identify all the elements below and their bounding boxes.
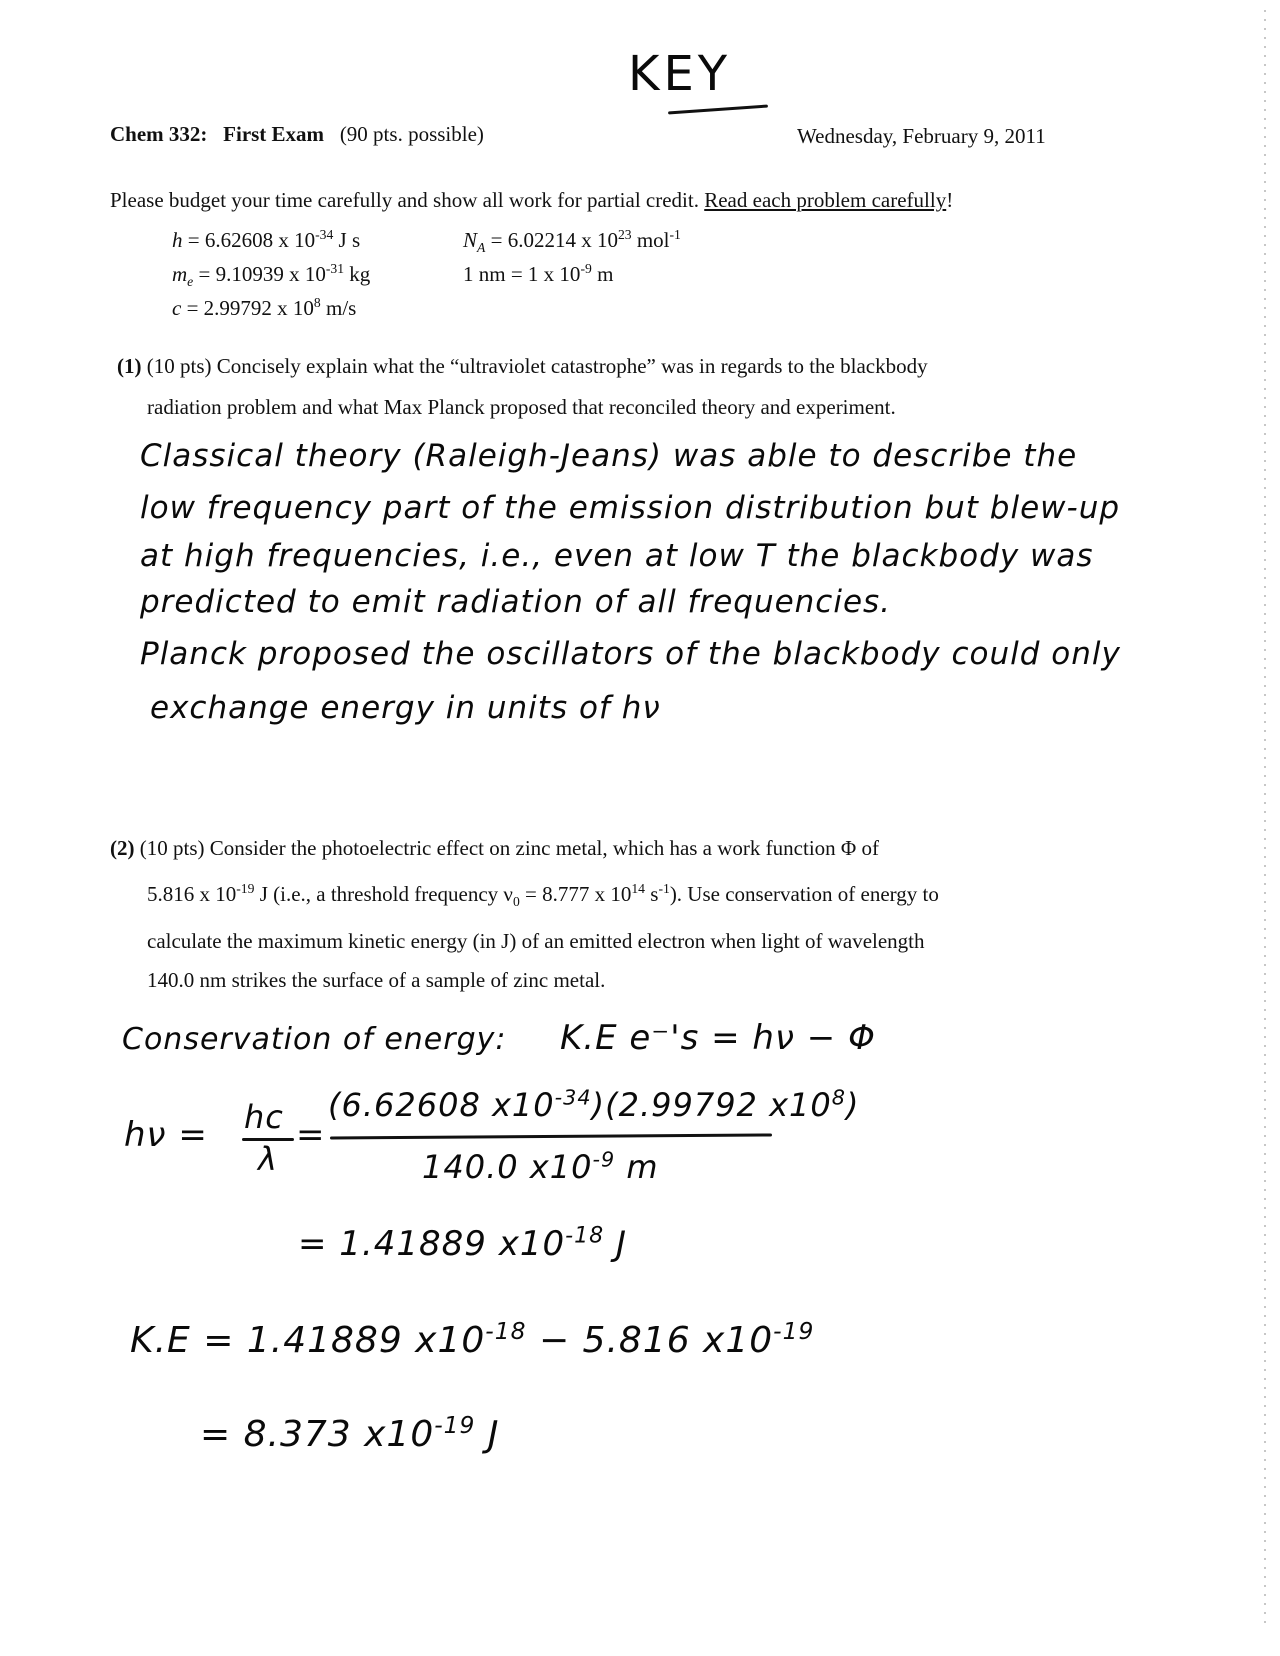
instructions-emphasis: Read each problem carefully [704, 188, 947, 212]
q2-prompt-line4: 140.0 nm strikes the surface of a sample of zinc metal. [147, 968, 606, 992]
hv-denominator: 140.0 $x10^{-9}$ m [422, 1147, 659, 1186]
constant-avogadro: $N_A = 6.02214$ x $10^{23}$ mol$^{-1}$ [463, 227, 681, 256]
exam-date: Wednesday, February 9, 2011 [797, 124, 1046, 148]
q1-answer-line: at high frequencies, i.e., even at low T the blackbody was [140, 538, 1094, 574]
conservation-equation: K.E e⁻'s = hν − Φ [560, 1018, 876, 1058]
q1-answer-line: Classical theory (Raleigh-Jeans) was able to describe the [140, 438, 1078, 474]
conservation-label: Conservation of energy: [122, 1022, 507, 1057]
ke-expression: K.E = 1.41889 $x10^{-18} - 5.816$ $x10^{-19}$ [130, 1317, 815, 1361]
q2-prompt-line2: 5.816 x $10^{-19}$ J (i.e., a threshold frequency $\nu_0 = 8.777$ x $10^{14}$ $s^{-1}$). Use conservation of energy to [147, 881, 939, 910]
points-possible: (90 pts. possible) [339, 122, 484, 146]
constant-c: c = 2.99792 x $10^8$ m/s [172, 295, 357, 320]
ke-final-answer: = 8.373 $x10^{-19}$ J [200, 1411, 500, 1455]
hc-numerator: hc [244, 1098, 284, 1136]
hv-fraction-bar [330, 1133, 772, 1139]
hv-result: = 1.41889 $x10^{-18}$ J [298, 1222, 628, 1264]
exam-title: First Exam [223, 122, 325, 146]
hv-numerator: (6.62608 $x10^{-34})(2.99792$ $x10^8$) [328, 1085, 860, 1124]
q1-prompt-line2: radiation problem and what Max Planck proposed that reconciled theory and experiment. [147, 395, 896, 419]
q2-prompt-line3: calculate the maximum kinetic energy (in J) of an emitted electron when light of wavelength [147, 929, 925, 953]
course-code: Chem 332: [110, 122, 208, 146]
answer-key-label: KEY [628, 46, 732, 102]
constant-me: $m_e = 9.10939$ x $10^{-31}$ kg [172, 261, 371, 290]
instructions: Please budget your time carefully and show all work for partial credit. Read each problem carefully! [110, 188, 954, 212]
q2-prompt-line1: (2) (10 pts) Consider the photoelectric effect on zinc metal, which has a work function Φ of [110, 836, 879, 860]
q1-answer-line: predicted to emit radiation of all frequencies. [140, 584, 892, 620]
eq-sign: = [296, 1115, 326, 1155]
constant-nm: 1 nm = 1 x $10^{-9}$ m [463, 261, 614, 286]
key-underline [668, 105, 768, 115]
q1-prompt-line1: (1) (10 pts) Concisely explain what the “ultraviolet catastrophe” was in regards to the blackbody [117, 354, 928, 378]
q1-answer-line: Planck proposed the oscillators of the blackbody could only [140, 636, 1121, 672]
scan-edge-artifact [1264, 10, 1266, 1630]
q1-answer-line: exchange energy in units of hν [150, 690, 661, 726]
q1-answer-line: low frequency part of the emission distribution but blew-up [140, 490, 1121, 526]
q2-number: (2) [110, 836, 135, 860]
hc-denominator: λ [258, 1140, 278, 1178]
exam-header-left [110, 122, 484, 147]
constant-h: h = 6.62608 x $10^{-34}$ J s [172, 227, 361, 252]
q1-number: (1) [117, 354, 142, 378]
hv-lhs: hν = [124, 1115, 208, 1155]
